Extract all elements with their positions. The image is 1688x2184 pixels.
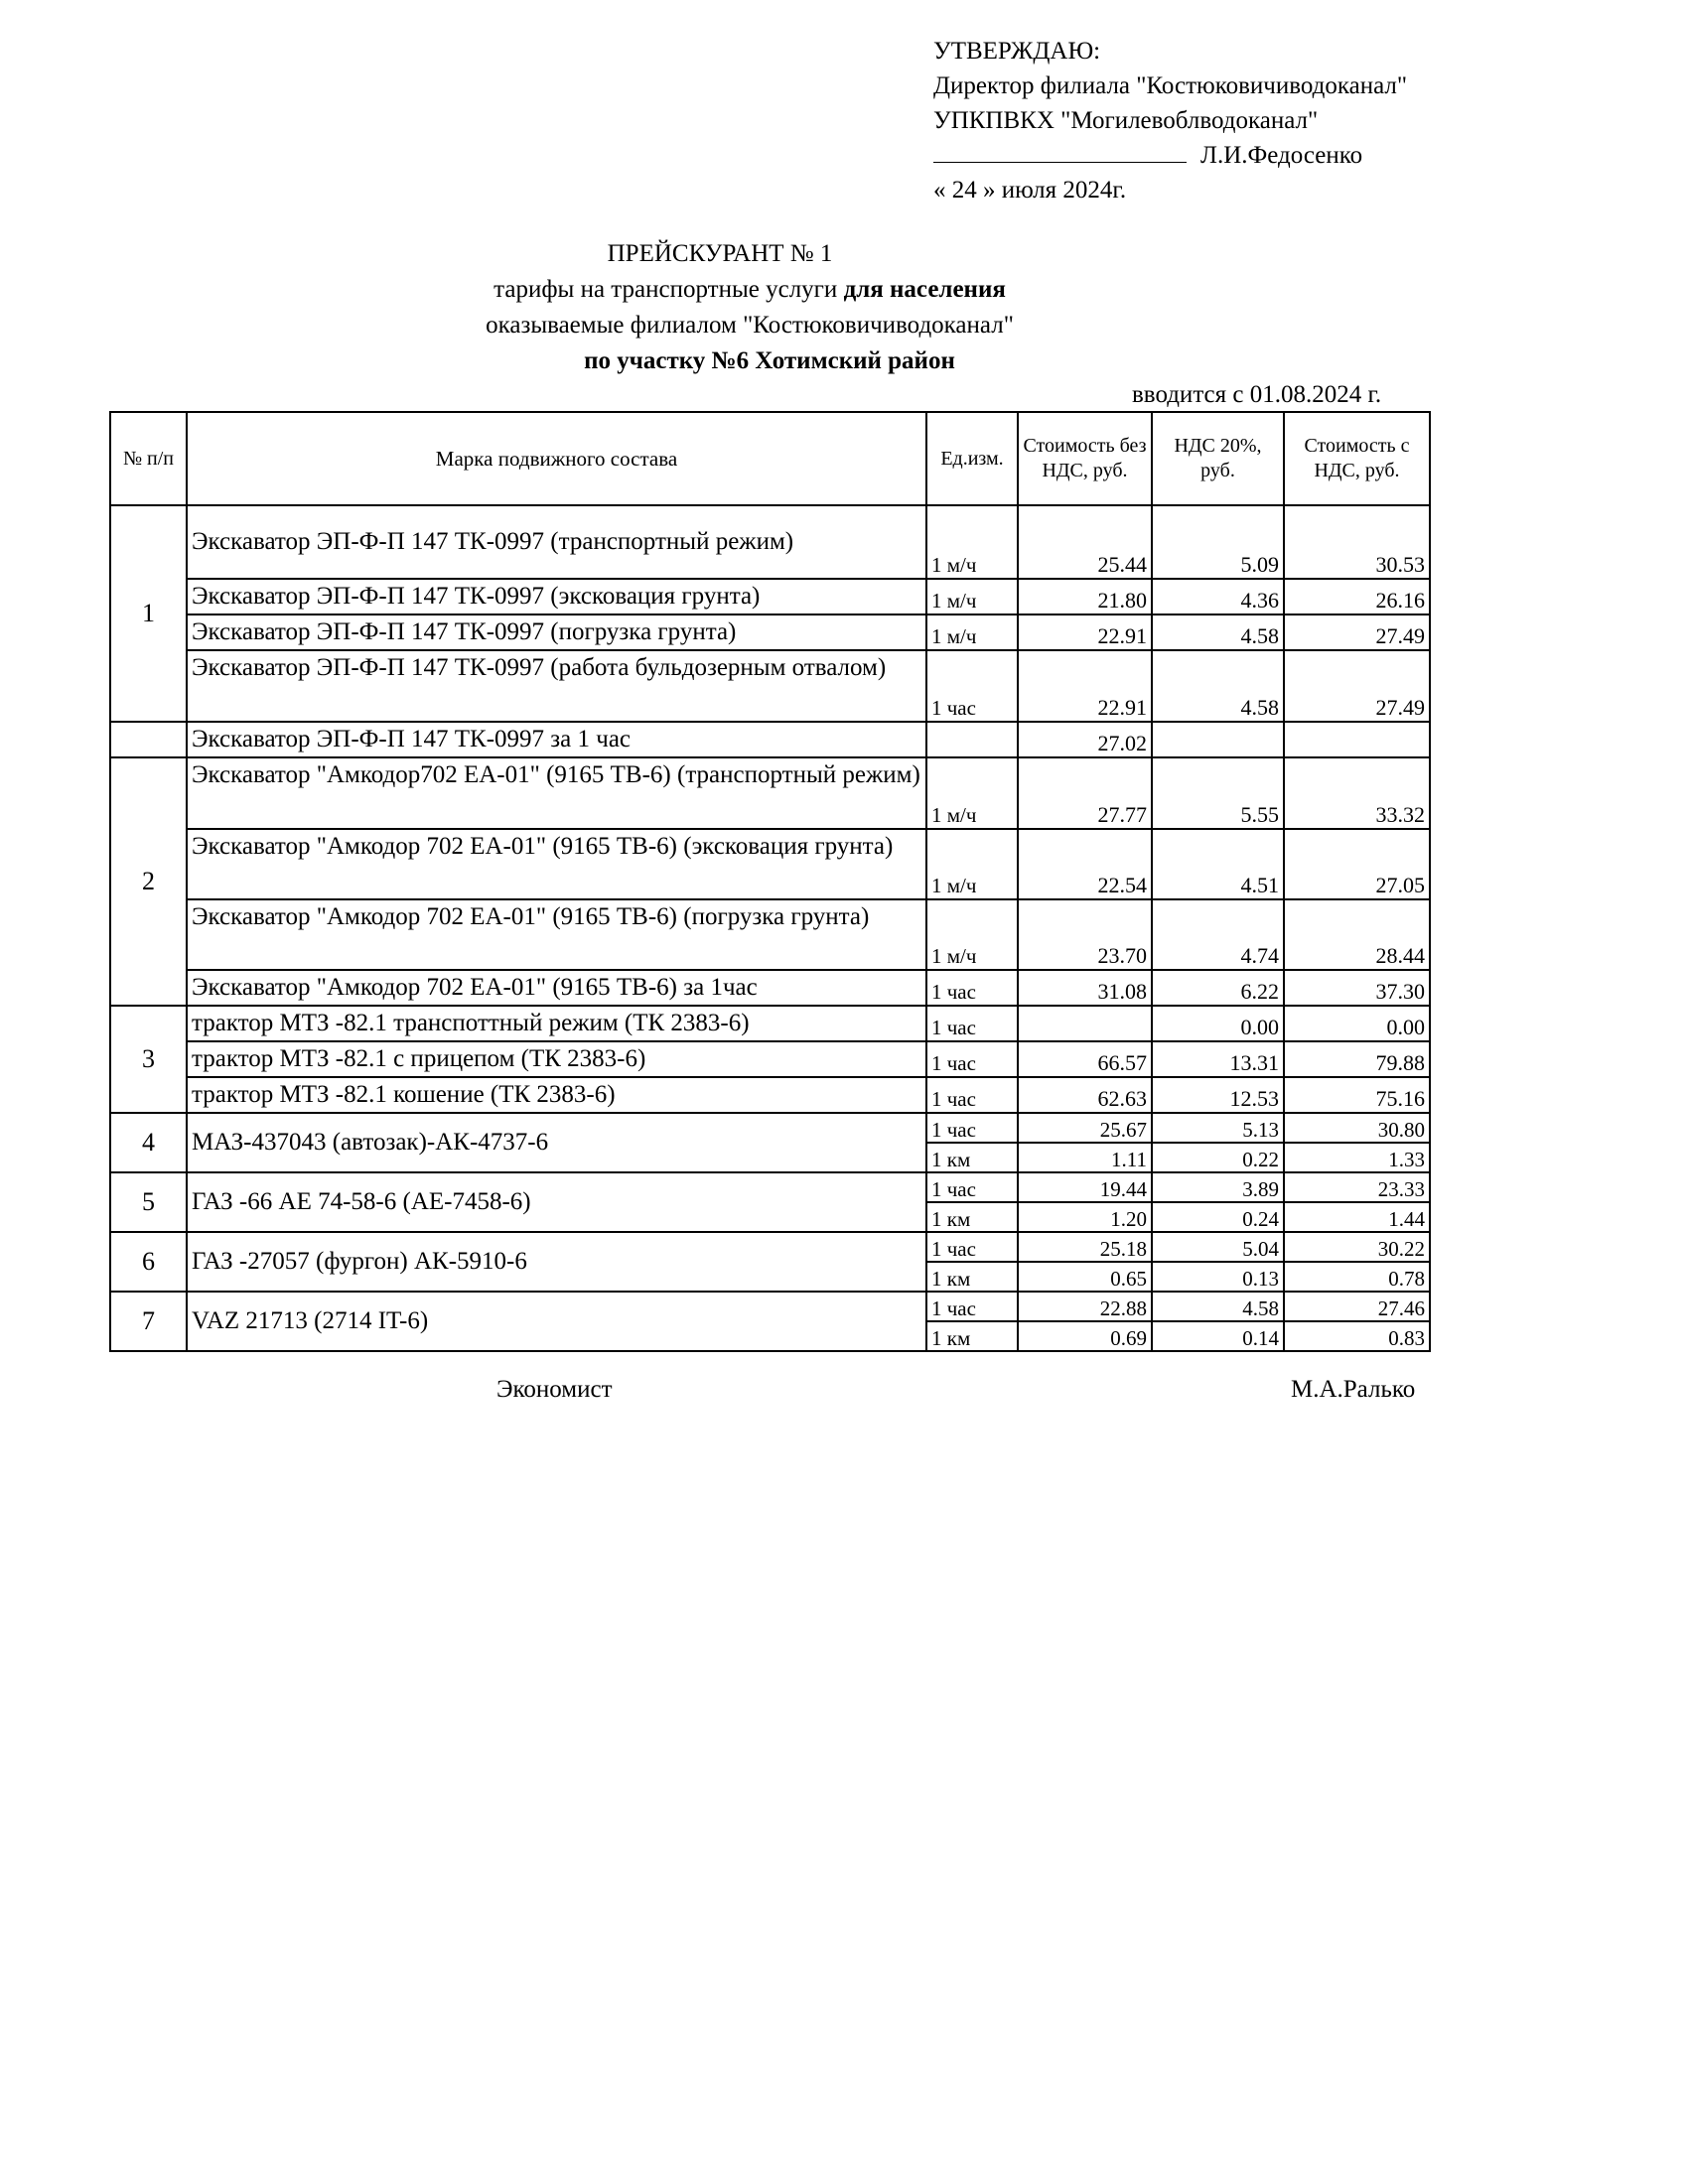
row-unit: 1 км (926, 1262, 1018, 1292)
row-vat: 5.13 (1152, 1113, 1284, 1143)
approval-organization: УПКПВКХ "Могилевоблводоканал" (933, 107, 1319, 134)
table-row (110, 1172, 1430, 1202)
row-total: 1.44 (1284, 1202, 1430, 1232)
row-unit: 1 м/ч (926, 829, 1018, 899)
row-price: 1.20 (1018, 1202, 1152, 1232)
row-total: 30.22 (1284, 1232, 1430, 1262)
row-price: 66.57 (1018, 1041, 1152, 1077)
table-row (110, 579, 1430, 614)
row-price: 23.70 (1018, 899, 1152, 970)
row-unit: 1 м/ч (926, 899, 1018, 970)
table-row (110, 1041, 1430, 1077)
row-num: 2 (110, 757, 187, 1006)
row-price: 22.91 (1018, 614, 1152, 650)
row-price: 0.69 (1018, 1321, 1152, 1351)
row-unit: 1 час (926, 1041, 1018, 1077)
row-unit: 1 час (926, 1172, 1018, 1202)
row-total: 27.46 (1284, 1292, 1430, 1321)
row-price: 1.11 (1018, 1143, 1152, 1172)
approval-position: Директор филиала "Костюковичиводоканал" (933, 72, 1408, 99)
row-name: Экскаватор ЭП-Ф-П 147 ТК-0997 (погрузка грунта) (187, 614, 926, 650)
row-vat: 0.00 (1152, 1006, 1284, 1041)
row-num: 1 (110, 505, 187, 722)
table-row (110, 757, 1430, 829)
header-price-vat: Стоимость с НДС, руб. (1284, 412, 1430, 505)
row-vat: 4.58 (1152, 650, 1284, 722)
row-unit: 1 м/ч (926, 505, 1018, 579)
approval-date: « 24 » июля 2024г. (933, 177, 1127, 204)
price-table (109, 411, 1431, 1352)
row-total: 0.78 (1284, 1262, 1430, 1292)
row-unit: 1 час (926, 1232, 1018, 1262)
row-price: 25.44 (1018, 505, 1152, 579)
table-row (110, 1077, 1430, 1113)
row-unit: 1 час (926, 650, 1018, 722)
signature-line (933, 140, 1187, 163)
row-price: 19.44 (1018, 1172, 1152, 1202)
row-num: 7 (110, 1292, 187, 1351)
header-vat: НДС 20%, руб. (1152, 412, 1284, 505)
title-line-2-normal: тарифы на транспортные услуги (493, 276, 844, 303)
row-price (1018, 1006, 1152, 1041)
row-vat: 6.22 (1152, 970, 1284, 1006)
table-row (110, 829, 1430, 899)
table-row (110, 970, 1430, 1006)
row-name: Экскаватор "Амкодор 702 ЕА-01" (9165 ТВ-6) (погрузка грунта) (187, 899, 926, 970)
row-unit: 1 м/ч (926, 614, 1018, 650)
title-line-2-bold: для населения (843, 276, 1006, 303)
title-line-4: по участку №6 Хотимский район (584, 347, 955, 374)
row-num (110, 722, 187, 757)
table-header-row (110, 412, 1430, 505)
row-name: Экскаватор "Амкодор 702 ЕА-01" (9165 ТВ-6) (эксковация грунта) (187, 829, 926, 899)
row-price: 25.67 (1018, 1113, 1152, 1143)
row-name: Экскаватор ЭП-Ф-П 147 ТК-0997 за 1 час (187, 722, 926, 757)
row-name: трактор МТЗ -82.1 кошение (ТК 2383-6) (187, 1077, 926, 1113)
row-vat: 4.58 (1152, 1292, 1284, 1321)
header-price-no-vat: Стоимость без НДС, руб. (1018, 412, 1152, 505)
row-num: 4 (110, 1113, 187, 1172)
row-vat: 5.09 (1152, 505, 1284, 579)
row-unit: 1 час (926, 1077, 1018, 1113)
row-name: ГАЗ -27057 (фургон) АК-5910-6 (187, 1232, 926, 1292)
row-total: 30.53 (1284, 505, 1430, 579)
row-num: 6 (110, 1232, 187, 1292)
table-row (110, 505, 1430, 579)
row-unit: 1 час (926, 1113, 1018, 1143)
row-unit: 1 м/ч (926, 579, 1018, 614)
row-name: Экскаватор ЭП-Ф-П 147 ТК-0997 (транспортный режим) (187, 505, 926, 579)
document-title (109, 236, 1430, 379)
approval-signature-row (933, 138, 1407, 173)
row-total: 33.32 (1284, 757, 1430, 829)
row-name: трактор МТЗ -82.1 с прицепом (ТК 2383-6) (187, 1041, 926, 1077)
row-name: МАЗ-437043 (автозак)-АК-4737-6 (187, 1113, 926, 1172)
row-price: 31.08 (1018, 970, 1152, 1006)
row-vat: 5.55 (1152, 757, 1284, 829)
effective-date: вводится с 01.08.2024 г. (1132, 381, 1382, 408)
row-total: 0.83 (1284, 1321, 1430, 1351)
row-unit: 1 час (926, 1292, 1018, 1321)
table-row (110, 1113, 1430, 1143)
row-unit: 1 км (926, 1321, 1018, 1351)
row-total: 30.80 (1284, 1113, 1430, 1143)
row-unit: 1 м/ч (926, 757, 1018, 829)
row-total: 0.00 (1284, 1006, 1430, 1041)
row-name: ГАЗ -66 АЕ 74-58-6 (АЕ-7458-6) (187, 1172, 926, 1232)
row-unit: 1 час (926, 1006, 1018, 1041)
row-vat: 4.36 (1152, 579, 1284, 614)
row-name: VAZ 21713 (2714 IT-6) (187, 1292, 926, 1351)
row-total: 23.33 (1284, 1172, 1430, 1202)
title-line-3: оказываемые филиалом "Костюковичиводоканал" (486, 312, 1014, 339)
row-price: 62.63 (1018, 1077, 1152, 1113)
title-line-2 (89, 272, 1410, 308)
table-row (110, 650, 1430, 722)
row-vat: 3.89 (1152, 1172, 1284, 1202)
row-price: 22.91 (1018, 650, 1152, 722)
row-name: Экскаватор ЭП-Ф-П 147 ТК-0997 (эксковация грунта) (187, 579, 926, 614)
row-vat: 0.13 (1152, 1262, 1284, 1292)
approval-heading: УТВЕРЖДАЮ: (933, 38, 1101, 65)
row-name: Экскаватор "Амкодор 702 ЕА-01" (9165 ТВ-6) за 1час (187, 970, 926, 1006)
row-total: 1.33 (1284, 1143, 1430, 1172)
row-total (1284, 722, 1430, 757)
table-row (110, 1006, 1430, 1041)
row-unit (926, 722, 1018, 757)
row-name: Экскаватор "Амкодор702 ЕА-01" (9165 ТВ-6) (транспортный режим) (187, 757, 926, 829)
row-total: 27.49 (1284, 650, 1430, 722)
row-vat: 0.22 (1152, 1143, 1284, 1172)
row-price: 21.80 (1018, 579, 1152, 614)
row-vat: 13.31 (1152, 1041, 1284, 1077)
row-num: 5 (110, 1172, 187, 1232)
row-unit: 1 км (926, 1143, 1018, 1172)
approval-block (933, 34, 1407, 207)
row-total: 75.16 (1284, 1077, 1430, 1113)
table-row (110, 1292, 1430, 1321)
header-name: Марка подвижного состава (187, 412, 926, 505)
row-price: 22.54 (1018, 829, 1152, 899)
row-total: 26.16 (1284, 579, 1430, 614)
row-vat: 4.74 (1152, 899, 1284, 970)
row-price: 27.02 (1018, 722, 1152, 757)
row-num: 3 (110, 1006, 187, 1113)
row-price: 22.88 (1018, 1292, 1152, 1321)
row-total: 28.44 (1284, 899, 1430, 970)
row-vat: 12.53 (1152, 1077, 1284, 1113)
row-name: Экскаватор ЭП-Ф-П 147 ТК-0997 (работа бульдозерным отвалом) (187, 650, 926, 722)
row-vat: 4.51 (1152, 829, 1284, 899)
row-price: 25.18 (1018, 1232, 1152, 1262)
footer-name: М.А.Ралько (1291, 1376, 1416, 1403)
header-unit: Ед.изм. (926, 412, 1018, 505)
table-row (110, 899, 1430, 970)
row-unit: 1 час (926, 970, 1018, 1006)
row-vat: 5.04 (1152, 1232, 1284, 1262)
row-unit: 1 км (926, 1202, 1018, 1232)
table-row (110, 722, 1430, 757)
row-vat: 4.58 (1152, 614, 1284, 650)
title-line-1: ПРЕЙСКУРАНТ № 1 (607, 240, 833, 267)
row-total: 79.88 (1284, 1041, 1430, 1077)
row-price: 27.77 (1018, 757, 1152, 829)
row-price: 0.65 (1018, 1262, 1152, 1292)
approval-signatory: Л.И.Федосенко (1200, 142, 1363, 169)
row-name: трактор МТЗ -82.1 транспоттный режим (ТК 2383-6) (187, 1006, 926, 1041)
header-num: № п/п (110, 412, 187, 505)
table-row (110, 614, 1430, 650)
table-row (110, 1232, 1430, 1262)
row-vat: 0.14 (1152, 1321, 1284, 1351)
row-total: 27.05 (1284, 829, 1430, 899)
row-vat: 0.24 (1152, 1202, 1284, 1232)
row-total: 27.49 (1284, 614, 1430, 650)
row-total: 37.30 (1284, 970, 1430, 1006)
footer-role: Экономист (496, 1376, 613, 1403)
row-vat (1152, 722, 1284, 757)
